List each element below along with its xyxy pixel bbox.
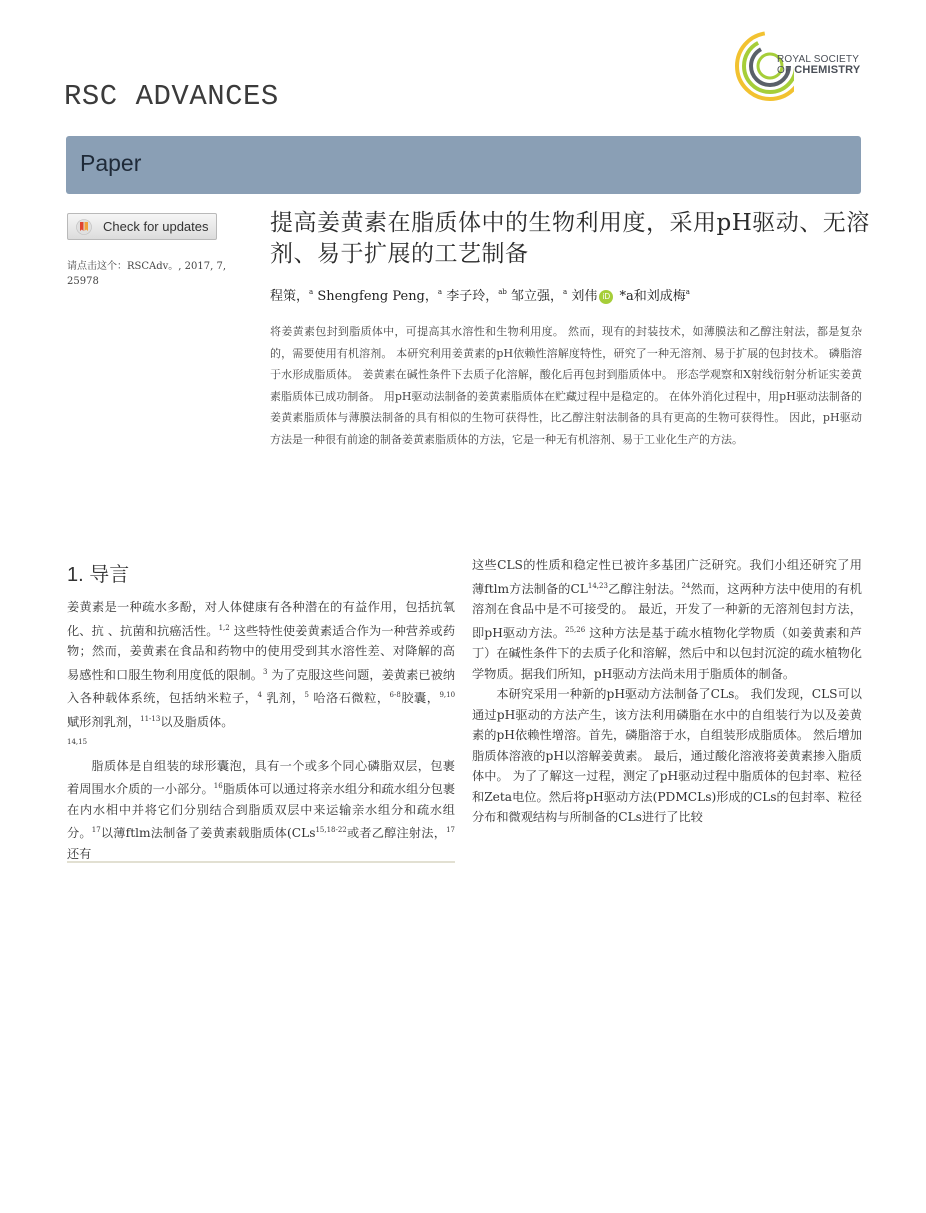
- check-for-updates-button[interactable]: [67, 213, 217, 240]
- article-type-banner: [66, 136, 861, 194]
- text-run: 哈洛石微粒，: [308, 691, 390, 705]
- author-3-affiliation: ab: [498, 288, 507, 296]
- citation-ref[interactable]: 16: [213, 782, 223, 790]
- text-run: 为了克服这些问题，姜黄素已被纳入各种载体系统，包括纳米粒子，: [67, 667, 456, 705]
- text-run: 然而，这两种方法中使用的有机溶剂在食品中是不可接受的。 最近，开发了一种新的无溶剂包封方法，即pH驱动方法。: [472, 581, 862, 640]
- rsc-logo-text: [777, 54, 860, 76]
- body-column-right: [472, 555, 862, 828]
- citation-ref[interactable]: 4: [257, 691, 262, 699]
- journal-name: RSC ADVANCES: [64, 80, 279, 113]
- citation-ref[interactable]: 5: [304, 691, 309, 699]
- author-5: 刘伟: [567, 289, 598, 304]
- text-run: 赋形剂乳剂，: [67, 714, 141, 729]
- text-run: 胶囊，: [400, 691, 440, 705]
- check-for-updates-label: Check for updates: [103, 219, 209, 234]
- author-6-affiliation: a: [685, 288, 690, 296]
- text-run: 姜黄素是一种疏水多酚，对人体健康有各种潜在的有益作用，包括抗氧化、抗 、抗菌和抗癌活性。: [67, 600, 455, 638]
- citation-ref[interactable]: 17: [446, 826, 455, 834]
- citation-ref[interactable]: 9,10: [439, 691, 456, 699]
- section-heading-introduction: 1. 导言: [67, 564, 130, 586]
- citation-ref[interactable]: 14,23: [587, 581, 608, 590]
- article-title: 提高姜黄素在脂质体中的生物利用度，采用pH驱动、无溶剂、易于扩展的工艺制备: [270, 210, 870, 267]
- citation-ref[interactable]: 11-13: [140, 714, 161, 723]
- logo-line1: ROYAL SOCIETY: [777, 54, 860, 65]
- text-run: 还有: [67, 846, 92, 861]
- text-run: 这些CLS的性质和稳定性已被许多基团广泛研究。我们小组还研究了用薄ftlm方法制备的CL: [472, 558, 862, 596]
- author-2-affiliation: a: [437, 288, 443, 296]
- author-6: *a和刘成梅: [615, 289, 686, 304]
- text-run: 以薄ftlm法制备了姜黄素载脂质体(CLs: [100, 826, 316, 840]
- citation-ref[interactable]: 17: [91, 826, 101, 834]
- article-type-label: Paper: [80, 150, 142, 176]
- orcid-icon[interactable]: iD: [599, 290, 613, 304]
- author-1-affiliation: a: [309, 288, 314, 296]
- text-run: 脂质体可以通过将亲水组分和疏水组分包裹在内水相中并将它们分别结合到脂质双层中来运输亲水组分和疏水组分。: [67, 782, 456, 840]
- author-2: Shengfeng Peng，: [313, 289, 438, 304]
- author-4-affiliation: a: [563, 288, 568, 296]
- paragraph-2: [67, 756, 455, 865]
- text-run: 脂质体是自组装的球形囊泡，具有一个或多个同心磷脂双层，包裹着周围水介质的一小部分。: [67, 758, 455, 796]
- check-updates-icon: [76, 219, 92, 235]
- citation-ref[interactable]: 24: [681, 581, 691, 590]
- logo-line2-bold: CHEMISTRY: [794, 64, 861, 76]
- abstract: 将姜黄素包封到脂质体中，可提高其水溶性和生物利用度。 然而，现有的封装技术，如薄膜法和乙醇注射法，都是复杂的，需要使用有机溶剂。 本研究利用姜黄素的pH依赖性溶解度特性，研究了一种无溶剂、易于扩展的包封技术。 磷脂溶于水形成脂质体。 姜黄素在碱性条件下去质子化溶解，酸化后再包封到脂质体中。 形态学观察和X射线衍射分析证实姜黄素脂质体已成功制备。 用pH驱动法制备的姜黄素脂质体在贮藏过程中是稳定的。 在体外消化过程中，用pH驱动法制备的姜黄素脂质体与薄膜法制备的具有相似的生物可获得性，比乙醇注射法制备的具有更高的生物可获得性。 因此，pH驱动方法是一种很有前途的制备姜黄素脂质体的方法，它是一种无有机溶剂、易于工业化生产的方法。: [270, 325, 862, 446]
- citation-ref[interactable]: 15,18-22: [315, 826, 347, 834]
- column-divider-rule: [67, 861, 455, 863]
- text-run: 乙醇注射法。: [607, 581, 682, 596]
- author-1: 程策，: [270, 289, 310, 304]
- logo-line2-prefix: OF: [777, 65, 792, 76]
- author-list: [270, 285, 870, 304]
- logo-line2: [777, 65, 860, 76]
- paragraph-4: 本研究采用一种新的pH驱动方法制备了CLs。 我们发现，CLS可以通过pH驱动的方法产生，该方法利用磷脂在水中的自组装行为以及姜黄素的pH依赖性增溶。首先，磷脂溶于水，自组装形成脂质体。 然后增加脂质体溶液的pH以溶解姜黄素。 最后，通过酸化溶液将姜黄素掺入脂质体中。 为了了解这一过程，测定了pH驱动过程中脂质体的包封率、粒径和Zeta电位。然后将pH驱动方法(PDMCLs)形成的CLs的包封率、粒径分布和微观结构与所制备的CLs进行了比较: [472, 687, 862, 824]
- paragraph-3: [472, 555, 862, 684]
- paragraph-1: [67, 597, 455, 756]
- citation-info: [67, 259, 242, 289]
- citation-ref[interactable]: 1,2: [218, 623, 230, 632]
- citation-line2: 25978: [67, 276, 99, 287]
- author-3: 李子玲，: [442, 289, 499, 304]
- text-run: 或者乙醇注射法，: [346, 826, 447, 840]
- body-column-left: [67, 597, 455, 864]
- citation-ref[interactable]: 14,15: [67, 738, 88, 746]
- citation-line1: 请点击这个：RSCAdv。, 2017, 7,: [67, 261, 227, 272]
- citation-ref[interactable]: 6-8: [389, 691, 401, 699]
- rsc-logo: [734, 24, 864, 108]
- text-run: 以及脂质体。: [160, 714, 234, 729]
- text-run: 这种方法是基于疏水植物化学物质（如姜黄素和芦丁）在碱性条件下的去质子化和溶解，然后中和以包封沉淀的疏水植物化学物质。据我们所知，pH驱动方法尚未用于脂质体的制备。: [472, 625, 863, 681]
- text-run: 这些特性使姜黄素适合作为一种营养或药物；然而，姜黄素在食品和药物中的使用受到其水溶性差、对降解的高易感性和口服生物利用度低的限制。: [67, 623, 456, 682]
- citation-ref[interactable]: 3: [262, 667, 268, 676]
- text-run: 乳剂，: [261, 691, 305, 705]
- author-4: 邹立强，: [506, 289, 564, 304]
- citation-ref[interactable]: 25,26: [565, 625, 586, 634]
